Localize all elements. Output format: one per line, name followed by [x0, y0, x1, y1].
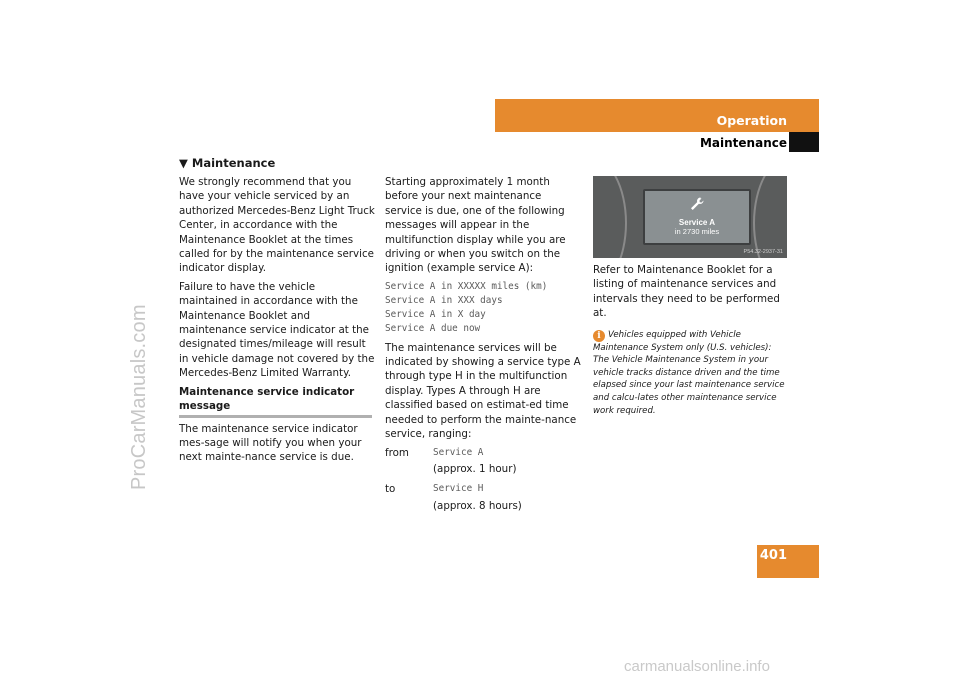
- info-line-2: The Vehicle Maintenance System in your vehicle tracks distance driven and the time elapsed since your last maintenance service and calcu-lates other maintenance service work required.: [593, 355, 785, 416]
- message-item: Service A due now: [385, 323, 481, 335]
- display-photo: [593, 176, 787, 258]
- paragraph: We strongly recommend that you have your vehicle serviced by an authorized Mercedes-Benz Light Truck Center, in accordance with the Maintenance Booklet at the times called for by the maintenance service indicator display.: [179, 176, 375, 275]
- multifunction-display: [643, 189, 751, 245]
- section-title-text: Maintenance: [191, 156, 276, 170]
- gauge-right: [753, 176, 787, 258]
- range-to-label: to: [385, 483, 396, 496]
- range-to-detail: (approx. 8 hours): [433, 499, 522, 512]
- range-from-label: from: [385, 446, 409, 459]
- header-section-title: Operation: [716, 113, 787, 128]
- page-number: [757, 545, 819, 578]
- section-title: [179, 156, 275, 170]
- paragraph: Refer to Maintenance Booklet for a listing of maintenance services and intervals they need to be performed at.: [593, 264, 780, 320]
- message-item: Service A in XXXXX miles (km): [385, 280, 548, 292]
- subheader-block: [789, 132, 819, 152]
- paragraph: Starting approximately 1 month before your next maintenance service is due, one of the following messages will appear in the multifunction display while you are driving or when you switch on the ignition (example service A):: [385, 176, 566, 275]
- column-3: [593, 263, 789, 417]
- paragraph: The maintenance services will be indicated by showing a service type A through type H in the multifunction display. Types A through H are classified based on estimat-ed time needed to perform the mainte-nance service, ranging:: [385, 341, 581, 441]
- info-icon: i: [593, 330, 605, 342]
- subheading: Maintenance service indicator message: [179, 385, 372, 418]
- page-number-text: 401: [759, 548, 787, 563]
- photo-code: P54.32-2937-31: [743, 249, 783, 255]
- range-to: [385, 482, 581, 496]
- gauge-left: [593, 176, 627, 258]
- message-list: [385, 280, 581, 337]
- message-item: Service A in XXX days: [385, 295, 503, 307]
- triangle-bullet-icon: ▼: [179, 156, 188, 170]
- column-1: [179, 175, 375, 469]
- subheader: [495, 132, 819, 152]
- range-from-detail: (approx. 1 hour): [433, 462, 517, 475]
- info-line-1: Vehicles equipped with Vehicle Maintenance System only (U.S. vehicles):: [593, 329, 772, 353]
- header-bar: [495, 99, 819, 132]
- display-line-1: Service A: [678, 218, 716, 227]
- wrench-icon: [689, 196, 705, 212]
- range-from-value: Service A: [433, 446, 484, 458]
- watermark-procarmanuals: ProCarManuals.com: [128, 304, 150, 490]
- display-line-2: in 2730 miles: [674, 227, 720, 236]
- column-2: [385, 175, 581, 519]
- watermark-carmanualsonline: carmanualsonline.info: [624, 658, 770, 675]
- paragraph: Failure to have the vehicle maintained in accordance with the Maintenance Booklet and maintenance service indicator at the designated times/mileage will result in vehicle damage not covered by the Mercedes-Benz Limited Warranty.: [179, 280, 375, 380]
- range-to-value: Service H: [433, 483, 484, 495]
- subheader-title: Maintenance: [699, 136, 787, 150]
- message-item: Service A in X day: [385, 309, 486, 321]
- range-from: [385, 446, 581, 460]
- info-note: [593, 329, 789, 418]
- paragraph: The maintenance service indicator mes-sage will notify you when your next mainte-nance service is due.: [179, 422, 362, 464]
